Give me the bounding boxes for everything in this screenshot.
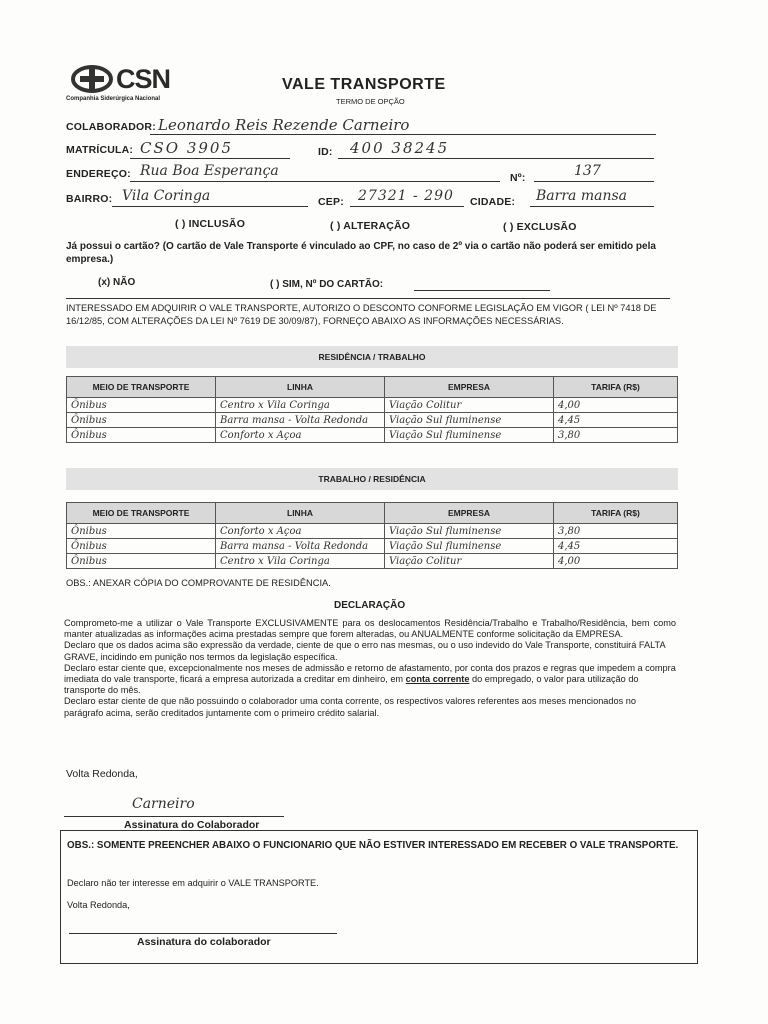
id-line — [338, 158, 654, 159]
bairro-label: BAIRRO: — [66, 193, 113, 205]
box-obs: OBS.: SOMENTE PREENCHER ABAIXO O FUNCIONARIO QUE NÃO ESTIVER INTERESSADO EM RECEBER O VALE TRANSPORTE. — [67, 840, 679, 851]
cartao-number-line — [414, 290, 550, 291]
id-label: ID: — [318, 146, 333, 158]
assinatura-colaborador-label: Assinatura do Colaborador — [124, 819, 260, 831]
cell-empresa[interactable]: Viação Sul fluminense — [385, 413, 554, 428]
declaracao-p1: Comprometo-me a utilizar o Vale Transporte EXCLUSIVAMENTE para os deslocamentos Residência/Trabalho e Trabalho/Residência, bem como manter atualizadas as informações acima prestadas sempre que forem alteradas, ou ANUALMENTE conforme solicitação da EMPRESA. — [64, 618, 676, 640]
cell-empresa[interactable]: Viação Sul fluminense — [385, 539, 554, 554]
page-title: VALE TRANSPORTE — [282, 76, 446, 93]
cell-tarifa[interactable]: 4,00 — [554, 398, 678, 413]
declaracao-p2: Declaro que os dados acima são expressão da verdade, ciente de que o erro nas mesmas, ou o uso indevido do Vale Transporte, constituirá FALTA GRAVE, incidindo em punição nos termos da legislação específica. — [64, 640, 666, 662]
box-declaro: Declaro não ter interesse em adquirir o VALE TRANSPORTE. — [67, 878, 319, 888]
cell-empresa[interactable]: Viação Colitur — [385, 554, 554, 569]
divider-top — [66, 298, 670, 299]
interesse-text: INTERESSADO EM ADQUIRIR O VALE TRANSPORTE, AUTORIZO O DESCONTO CONFORME LEGISLAÇÃO EM VIGOR ( LEI Nº 7418 DE 16/12/85, COM ALTERAÇÕES DA LEI Nº 7619 DE 30/09/87), FORNEÇO ABAIXO AS INFORMAÇÕES NECESSÁRIAS. — [66, 303, 657, 326]
cep-value[interactable]: 27321 - 290 — [358, 188, 454, 204]
cidade-line — [530, 206, 654, 207]
cell-tarifa[interactable]: 4,45 — [554, 413, 678, 428]
cell-linha[interactable]: Barra mansa - Volta Redonda — [216, 539, 385, 554]
table-row — [67, 539, 678, 554]
table-row — [67, 524, 678, 539]
page-subtitle: TERMO DE OPÇÃO — [336, 97, 405, 106]
option-nao[interactable]: (x) NÃO — [98, 277, 136, 288]
col-tarifa: TARIFA (R$) — [554, 377, 678, 398]
nao-interesse-box — [60, 830, 698, 964]
id-value[interactable]: 400 38245 — [350, 139, 450, 157]
numero-value[interactable]: 137 — [574, 163, 601, 179]
declaracao-text — [64, 618, 676, 719]
logo-text: CSN — [116, 64, 171, 94]
obs-anexar: OBS.: ANEXAR CÓPIA DO COMPROVANTE DE RESIDÊNCIA. — [66, 578, 331, 588]
matricula-label: MATRÍCULA: — [66, 144, 134, 156]
cell-meio[interactable]: Ônibus — [67, 398, 216, 413]
table-header-row — [67, 503, 678, 524]
box-signature-line — [69, 933, 337, 934]
signature: Carneiro — [132, 796, 195, 812]
declaracao-p3 — [64, 663, 676, 697]
cidade-label: CIDADE: — [470, 196, 516, 208]
cell-linha[interactable]: Conforto x Açoa — [216, 524, 385, 539]
box-assinatura: Assinatura do colaborador — [137, 936, 271, 948]
signature-line — [64, 816, 284, 817]
colaborador-label: COLABORADOR: — [66, 121, 156, 133]
cell-tarifa[interactable]: 3,80 — [554, 428, 678, 443]
logo-subtitle: Companhia Siderúrgica Nacional — [66, 96, 161, 102]
cep-label: CEP: — [318, 196, 344, 208]
bairro-line — [112, 206, 308, 207]
cell-empresa[interactable]: Viação Sul fluminense — [385, 524, 554, 539]
numero-label: Nº: — [510, 172, 526, 184]
table-header-row — [67, 377, 678, 398]
cell-meio[interactable]: Ônibus — [67, 524, 216, 539]
table-row — [67, 413, 678, 428]
col-meio: MEIO DE TRANSPORTE — [67, 503, 216, 524]
band-residencia-trabalho: RESIDÊNCIA / TRABALHO — [66, 346, 678, 368]
cell-tarifa[interactable]: 4,45 — [554, 539, 678, 554]
declaracao-p3-a: Declaro estar ciente que, excepcionalmente nos meses de admissão e retorno de afastamento, por conta dos prazos e regras que impedem a compra imediata do vale transporte, ficará a empresa autorizada a creditar em dinheiro, em — [64, 662, 676, 685]
col-tarifa: TARIFA (R$) — [554, 503, 678, 524]
cell-linha[interactable]: Conforto x Açoa — [216, 428, 385, 443]
col-linha: LINHA — [216, 377, 385, 398]
cell-linha[interactable]: Barra mansa - Volta Redonda — [216, 413, 385, 428]
numero-line — [534, 181, 654, 182]
cell-empresa[interactable]: Viação Colitur — [385, 398, 554, 413]
csn-logo-icon — [70, 64, 114, 94]
table-residencia-trabalho — [66, 376, 678, 443]
table-row — [67, 428, 678, 443]
declaracao-p4: Declaro estar ciente de que não possuindo o colaborador uma conta corrente, os respectivos valores referentes aos meses mencionados no parágrafo acima, serão creditados juntamente com o primeiro crédito salarial. — [64, 696, 636, 718]
conta-corrente: conta corrente — [405, 674, 470, 685]
colaborador-line — [150, 134, 656, 135]
option-inclusao[interactable]: ( ) INCLUSÃO — [175, 218, 246, 230]
cell-tarifa[interactable]: 4,00 — [554, 554, 678, 569]
table-row — [67, 554, 678, 569]
endereco-line — [130, 181, 500, 182]
cell-empresa[interactable]: Viação Sul fluminense — [385, 428, 554, 443]
endereco-value[interactable]: Rua Boa Esperança — [140, 163, 279, 179]
box-local: Volta Redonda, — [67, 900, 130, 910]
cell-meio[interactable]: Ônibus — [67, 539, 216, 554]
col-meio: MEIO DE TRANSPORTE — [67, 377, 216, 398]
col-linha: LINHA — [216, 503, 385, 524]
table-row — [67, 398, 678, 413]
cell-tarifa[interactable]: 3,80 — [554, 524, 678, 539]
local-data: Volta Redonda, — [66, 768, 138, 780]
endereco-label: ENDEREÇO: — [66, 168, 131, 180]
cell-meio[interactable]: Ônibus — [67, 413, 216, 428]
cidade-value[interactable]: Barra mansa — [536, 188, 627, 204]
cell-meio[interactable]: Ônibus — [67, 554, 216, 569]
option-alteracao[interactable]: ( ) ALTERAÇÃO — [330, 220, 411, 232]
matricula-line — [130, 158, 290, 159]
option-sim[interactable]: ( ) SIM, Nº DO CARTÃO: — [270, 279, 384, 290]
cell-linha[interactable]: Centro x Vila Coringa — [216, 398, 385, 413]
table-trabalho-residencia — [66, 502, 678, 569]
cell-meio[interactable]: Ônibus — [67, 428, 216, 443]
cartao-question: Já possui o cartão? (O cartão de Vale Transporte é vinculado ao CPF, no caso de 2º via o cartão não poderá ser emitido pela empresa.) — [66, 241, 656, 265]
declaracao-p3-c: do empregado, o valor para utilização do transporte do mês. — [64, 674, 639, 696]
cell-linha[interactable]: Centro x Vila Coringa — [216, 554, 385, 569]
option-exclusao[interactable]: ( ) EXCLUSÃO — [503, 221, 577, 233]
bairro-value[interactable]: Vila Coringa — [122, 188, 211, 204]
declaracao-title: DECLARAÇÃO — [334, 600, 406, 611]
cep-line — [350, 206, 464, 207]
matricula-value[interactable]: CSO 3905 — [140, 139, 233, 157]
col-empresa: EMPRESA — [385, 377, 554, 398]
colaborador-value[interactable]: Leonardo Reis Rezende Carneiro — [158, 116, 410, 134]
band-trabalho-residencia: TRABALHO / RESIDÊNCIA — [66, 468, 678, 490]
col-empresa: EMPRESA — [385, 503, 554, 524]
csn-logo — [66, 64, 180, 104]
